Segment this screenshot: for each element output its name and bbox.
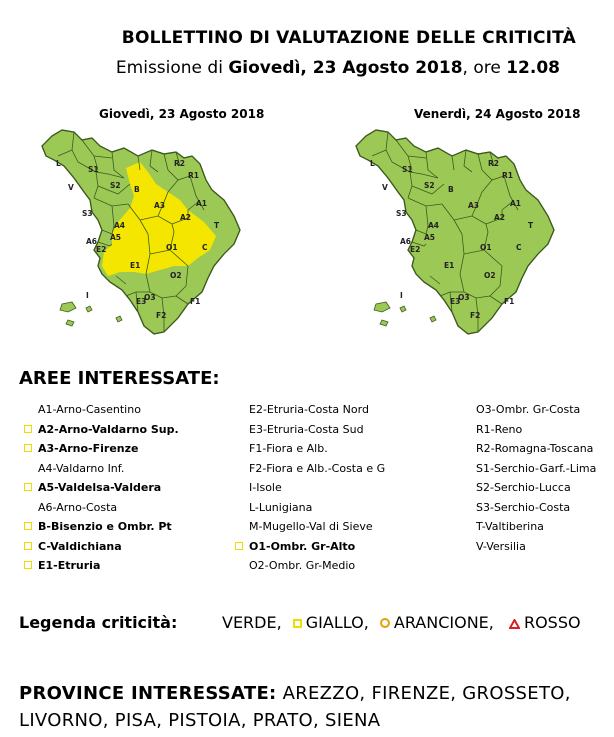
legend-rosso: ROSSO [523,613,581,632]
area-label: O2-Ombr. Gr-Medio [249,559,356,572]
zone-label: A6 [400,237,412,246]
zone-label: I [400,291,403,300]
emission-date: Giovedì, 23 Agosto 2018 [228,58,463,78]
zone-label: R2 [488,159,499,168]
emission-mid: , ore [462,58,507,78]
zone-label: F2 [156,311,167,320]
area-label: O1-Ombr. Gr-Alto [249,539,356,553]
island [430,316,436,322]
map-date-tomorrow: Venerdì, 24 Agosto 2018 [414,107,581,121]
zone-label: A2 [494,213,506,222]
areas-heading: AREE INTERESSATE: [19,368,220,389]
zone-label: A4 [114,221,126,230]
area-label: B-Bisenzio e Ombr. Pt [38,520,172,533]
area-label: V-Versilia [476,539,526,553]
zone-label: A2 [180,213,192,222]
provinces-label: PROVINCE INTERESSATE: [19,683,277,704]
area-label: S3-Serchio-Costa [476,500,571,514]
legend-label: Legenda criticità: [19,613,178,632]
area-label: A6-Arno-Costa [38,500,118,514]
provinces-line [19,680,599,734]
zone-label: E1 [130,261,141,270]
zone-label: F1 [190,297,201,306]
yellow-square-icon [24,444,32,452]
zone-label: O1 [480,243,492,252]
zone-label: S2 [424,181,435,190]
area-item [24,439,179,459]
area-label: A1-Arno-Casentino [38,403,141,416]
yellow-square-icon [24,522,32,530]
zone-label: O2 [484,271,496,280]
zone-label: C [202,243,208,252]
area-label: S2-Serchio-Lucca [476,481,571,494]
area-item [462,439,596,459]
area-label: T-Valtiberina [476,520,544,533]
emission-line [0,58,614,78]
legend-items [222,613,581,632]
zone-label: A3 [468,201,480,210]
tuscany-map-tomorrow [352,126,567,346]
area-label: C-Valdichiana [38,539,122,553]
zone-label: R1 [188,171,199,180]
yellow-square-icon [24,483,32,491]
zone-label: L [56,159,61,168]
area-item [24,400,179,420]
emission-time: 12.08 [506,58,560,78]
zone-label: A4 [428,221,440,230]
zone-label: E2 [410,245,421,254]
zone-label: T [214,221,220,230]
area-item [24,420,179,440]
zone-label: F2 [470,311,481,320]
zone-label: A1 [510,199,522,208]
area-label: R2-Romagna-Toscana [476,442,594,455]
map-tomorrow [352,126,567,346]
zone-label: A3 [154,201,166,210]
zone-label: S3 [396,209,407,218]
yellow-square-icon [24,561,32,569]
area-item [462,537,596,557]
area-item [24,478,179,498]
area-label: E1-Etruria [38,559,101,572]
zone-label: A1 [196,199,208,208]
zone-label: L [370,159,375,168]
area-item [462,459,596,479]
zone-label: S1 [88,165,99,174]
area-item [235,400,385,420]
island [86,306,92,312]
yellow-square-icon [235,542,243,550]
area-item [462,478,596,498]
bulletin-title: BOLLETTINO DI VALUTAZIONE DELLE CRITICITÀ [121,28,576,48]
area-label: F1-Fiora e Alb. [249,442,328,455]
area-label: E3-Etruria-Costa Sud [249,422,364,436]
area-item [235,439,385,459]
legend-verde: VERDE, [222,613,282,632]
zone-label: A5 [424,233,436,242]
zone-label: S1 [402,165,413,174]
yellow-square-icon [293,619,302,628]
zone-label: S2 [110,181,121,190]
island [400,306,406,312]
yellow-square-icon [24,425,32,433]
area-item [235,420,385,440]
area-item [235,556,385,576]
zone-label: A6 [86,237,98,246]
zone-label: V [382,183,388,192]
area-label: F2-Fiora e Alb.-Costa e G [249,461,386,475]
area-item [462,517,596,537]
zone-label: C [516,243,522,252]
zone-label: T [528,221,534,230]
emission-prefix: Emissione di [115,58,229,78]
area-item [24,517,179,537]
zone-label: S3 [82,209,93,218]
yellow-square-icon [24,542,32,550]
area-label: M-Mugello-Val di Sieve [249,520,373,533]
area-label: E2-Etruria-Costa Nord [249,403,369,416]
zone-label: E1 [444,261,455,270]
area-item [462,400,596,420]
zone-label: R1 [502,171,513,180]
tuscany-map-today [38,126,253,346]
island [380,320,388,326]
zone-label: B [134,185,140,194]
island [60,302,76,312]
red-triangle-icon [509,619,520,629]
zone-label: O2 [170,271,182,280]
orange-circle-icon [380,618,390,628]
zone-label: O3 [144,293,156,302]
zone-label: E2 [96,245,107,254]
area-label: A2-Arno-Valdarno Sup. [38,422,179,436]
zone-label: O1 [166,243,178,252]
island [374,302,390,312]
area-item [24,459,179,479]
zone-label: O3 [458,293,470,302]
island [116,316,122,322]
area-label: R1-Reno [476,422,523,436]
area-label: A3-Arno-Firenze [38,442,139,455]
area-item [462,498,596,518]
area-item [24,537,179,557]
area-item [24,556,179,576]
area-item [235,517,385,537]
zone-label: V [68,183,74,192]
area-item [462,420,596,440]
zone-label: I [86,291,89,300]
area-item [235,478,385,498]
area-label: A4-Valdarno Inf. [38,461,125,475]
zone-label: F1 [504,297,515,306]
area-label: O3-Ombr. Gr-Costa [476,403,581,416]
island [66,320,74,326]
area-item [24,498,179,518]
legend-arancione: ARANCIONE, [393,613,494,632]
zone-label: B [448,185,454,194]
zone-label: E3 [136,297,147,306]
map-date-today: Giovedì, 23 Agosto 2018 [99,107,265,121]
area-label: A5-Valdelsa-Valdera [38,481,162,494]
zone-label: R2 [174,159,185,168]
areas-column-1 [24,400,179,576]
area-label: S1-Serchio-Garf.-Lima [476,461,597,475]
area-item [235,498,385,518]
area-item [235,459,385,479]
area-label: I-Isole [249,481,282,494]
map-today [38,126,253,346]
zone-label: A5 [110,233,122,242]
areas-column-3 [462,400,596,556]
zone-label: E3 [450,297,461,306]
provinces-list: AREZZO, FIRENZE, GROSSETO, LIVORNO, PISA, PISTOIA, PRATO, SIENA [19,683,571,731]
areas-column-2 [235,400,385,576]
area-item [235,537,385,557]
legend-giallo: GIALLO, [305,613,369,632]
area-label: L-Lunigiana [249,500,313,514]
